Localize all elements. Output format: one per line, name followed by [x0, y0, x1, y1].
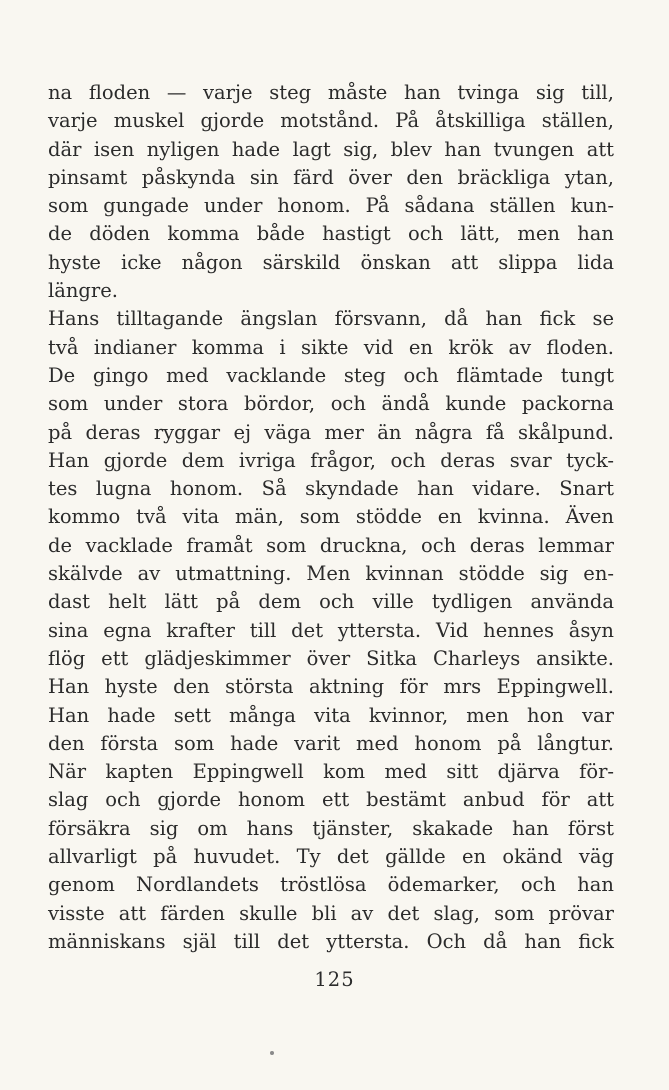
text-line: sina egna krafter till det yttersta. Vid hennes åsyn	[48, 618, 614, 642]
page-number: 125	[314, 968, 355, 991]
text-line: de döden komma både hastigt och lätt, men han	[48, 222, 614, 246]
text-line: dast helt lätt på dem och ville tydligen använda	[48, 590, 614, 614]
text-line: tes lugna honom. Så skyndade han vidare. Snart	[48, 477, 614, 501]
text-line: skälvde av utmattning. Men kvinnan stödde sig en-	[48, 562, 614, 586]
text-line: De gingo med vacklande steg och flämtade tungt	[48, 363, 614, 387]
text-line: visste att färden skulle bli av det slag, som prövar	[48, 901, 614, 925]
text-line: Han hyste den största aktning för mrs Eppingwell.	[48, 675, 614, 699]
text-line: na floden — varje steg måste han tvinga sig till,	[48, 81, 614, 104]
text-line: längre.	[48, 279, 118, 303]
text-line: Han gjorde dem ivriga frågor, och deras svar tyck-	[48, 448, 614, 472]
text-line: slag och gjorde honom ett bestämt anbud för att	[48, 788, 614, 812]
text-line: flög ett glädjeskimmer över Sitka Charleys ansikte.	[48, 646, 614, 670]
text-line: kommo två vita män, som stödde en kvinna. Även	[48, 505, 614, 529]
text-line: som under stora bördor, och ändå kunde packorna	[48, 392, 614, 416]
text-line: varje muskel gjorde motstånd. På åtskilliga ställen,	[48, 109, 614, 133]
text-line: de vacklade framåt som druckna, och deras lemmar	[48, 533, 614, 557]
text-line: som gungade under honom. På sådana ställen kun-	[48, 194, 614, 218]
text-line: När kapten Eppingwell kom med sitt djärva för-	[48, 760, 614, 784]
text-line: försäkra sig om hans tjänster, skakade han först	[48, 816, 614, 840]
text-line: hyste icke någon särskild önskan att slippa lida	[48, 250, 614, 274]
paper-speck	[270, 1051, 274, 1055]
text-line: den första som hade varit med honom på långtur.	[48, 731, 614, 755]
text-line: allvarligt på huvudet. Ty det gällde en okänd väg	[48, 845, 614, 869]
text-line: Hans tilltagande ängslan försvann, då han fick se	[48, 307, 614, 331]
body-text	[48, 79, 614, 956]
text-line: genom Nordlandets tröstlösa ödemarker, och han	[48, 873, 614, 897]
text-line: pinsamt påskynda sin färd över den bräckliga ytan,	[48, 165, 614, 189]
text-line: människans själ till det yttersta. Och då han fick	[48, 929, 614, 953]
text-line: Han hade sett många vita kvinnor, men hon var	[48, 703, 614, 727]
text-line: två indianer komma i sikte vid en krök av floden.	[48, 335, 614, 359]
text-line: på deras ryggar ej väga mer än några få skålpund.	[48, 420, 614, 444]
text-line: där isen nyligen hade lagt sig, blev han tvungen att	[48, 137, 614, 161]
